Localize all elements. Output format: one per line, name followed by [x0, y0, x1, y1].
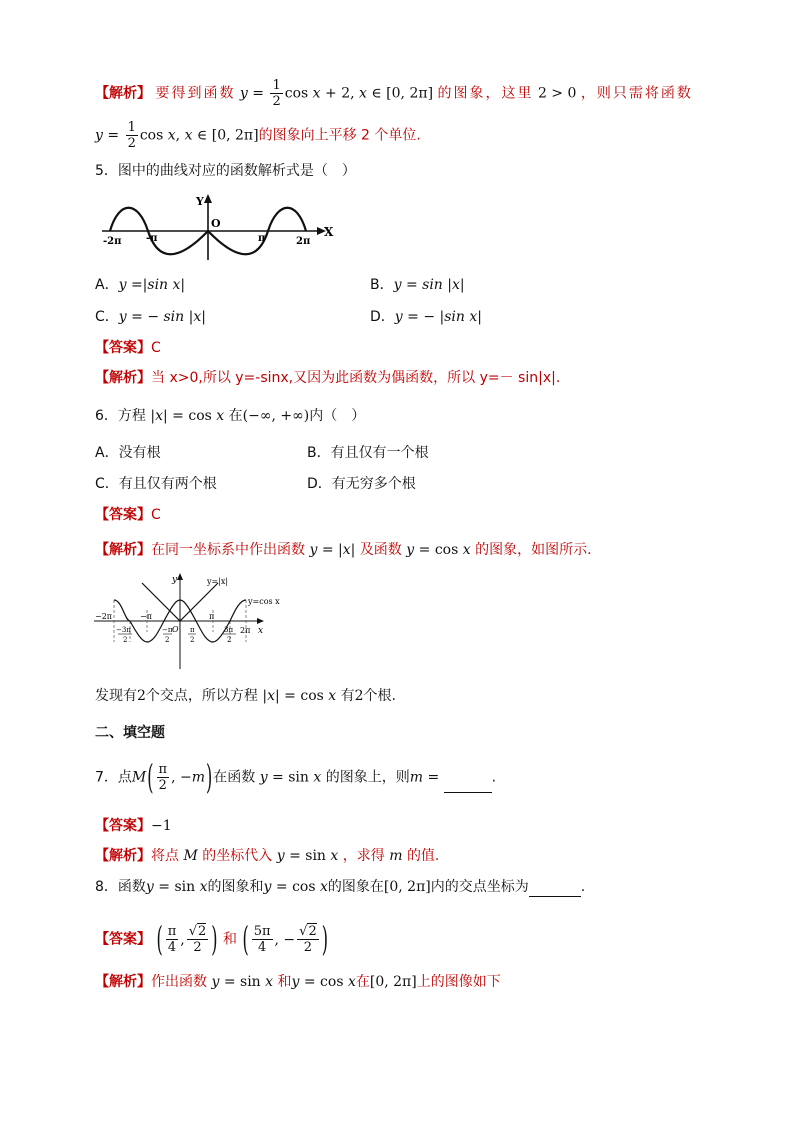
- q6-frac-m3pi-den: 2: [123, 636, 128, 644]
- q8-answer-blank[interactable]: [529, 880, 581, 897]
- q5-option-c[interactable]: C．y = − sin |x|: [95, 309, 206, 325]
- q5-label-m2pi: -2π: [103, 236, 122, 247]
- q7-answer: 【答案】−1: [95, 818, 172, 834]
- q6-frac-halfpi-num: π: [190, 626, 195, 634]
- q6-stem: 6．方程 |x| = cos x 在(−∞, +∞)内（ ）: [95, 408, 366, 424]
- q6-frac-mhalfpi-num: −π: [162, 626, 173, 634]
- q6-analysis: 【解析】在同一坐标系中作出函数 y = |x| 及函数 y = cos x 的图象，如图所示.: [95, 542, 592, 558]
- analysis-tag: 【解析】: [95, 85, 151, 102]
- q7-answer-blank[interactable]: [444, 776, 492, 793]
- q5-label-y: Y: [196, 195, 204, 208]
- q6-label-p2pi: 2π: [240, 626, 251, 635]
- q8-stem: 8．函数y = sin x的图象和y = cos x的图象在[0, 2π]内的交点坐标为 .: [95, 879, 586, 895]
- q5-analysis: 【解析】当 x>0,所以 y=-sinx,又因为此函数为偶函数，所以 y=－ sin|x|.: [95, 370, 561, 386]
- section-title: 二、填空题: [95, 725, 165, 741]
- q6-x-arrow: [257, 618, 264, 624]
- q5-label-x: X: [324, 225, 334, 239]
- q5-option-a[interactable]: A．y =|sin x|: [95, 277, 186, 293]
- q6-option-b[interactable]: B．有且仅有一个根: [307, 445, 429, 461]
- q6-conclusion: 发现有2个交点，所以方程 |x| = cos x 有2个根.: [95, 688, 396, 704]
- q5-label-o: O: [211, 217, 221, 230]
- q6-label-pi: π: [209, 612, 215, 621]
- q6-label-y: y: [172, 575, 178, 585]
- q5-label-p2pi: 2π: [296, 236, 311, 247]
- q6-option-d[interactable]: D．有无穷多个根: [307, 476, 416, 492]
- q6-label-mpi: −π: [140, 612, 152, 621]
- q6-frac-3pi-num: 3π: [224, 626, 234, 634]
- q5-option-d[interactable]: D．y = − |sin x|: [370, 309, 482, 325]
- q4-analysis-line2: y = $\frac{1}{2}$ cos x, x ∈ [0, 2π]的图象向上平移 2 个单位.: [95, 120, 421, 151]
- q6-frac-mhalfpi-den: 2: [165, 636, 170, 644]
- q8-analysis: 【解析】作出函数 y = sin x 和y = cos x在[0, 2π]上的图像如下: [95, 974, 501, 990]
- q7-stem: 7．点M( $\frac{\pi}{2}$ , −m)在函数 y = sin x 的图象上，则m = .: [95, 756, 497, 797]
- q6-option-a[interactable]: A．没有根: [95, 445, 161, 461]
- q6-label-x: x: [258, 626, 264, 636]
- q8-answer: 【答案】 ( $\frac{\pi}{4}$ , $\frac{√2}{2}$ ) 和 ( $\frac{5\pi}{4}$ , − $\frac{√2}{2}$ ): [95, 918, 328, 959]
- q6-option-c[interactable]: C．有且仅有两个根: [95, 476, 217, 492]
- q6-graph: [92, 570, 292, 670]
- q5-answer: 【答案】C: [95, 340, 161, 356]
- q6-frac-3pi-den: 2: [227, 636, 232, 644]
- q5-option-b[interactable]: B．y = sin |x|: [370, 277, 465, 293]
- q4-analysis-line1: 【解析】 要得到函数 y = $\frac{1}{2}$ cos x + 2, x ∈ [0, 2π] 的图象，这里 2 > 0 ，则只需将函数: [95, 78, 693, 109]
- q7-analysis: 【解析】将点 M 的坐标代入 y = sin x ，求得 m 的值.: [95, 848, 440, 864]
- q6-answer: 【答案】C: [95, 507, 161, 523]
- q6-frac-halfpi-den: 2: [190, 636, 195, 644]
- q5-y-arrow: [204, 194, 212, 203]
- q5-stem: 5．图中的曲线对应的函数解析式是（ ）: [95, 163, 356, 179]
- q5-graph: [100, 190, 340, 262]
- q6-frac-m3pi-num: −3π: [116, 626, 131, 634]
- q6-label-o: O: [172, 625, 179, 634]
- q6-label-cos: y=cos x: [248, 597, 280, 606]
- q5-label-mpi: -π: [146, 233, 158, 244]
- q6-label-abs: y=|x|: [207, 577, 229, 586]
- q6-y-arrow: [177, 573, 183, 580]
- q5-label-pi: π: [258, 233, 266, 244]
- q6-label-m2pi: −2π: [95, 612, 113, 621]
